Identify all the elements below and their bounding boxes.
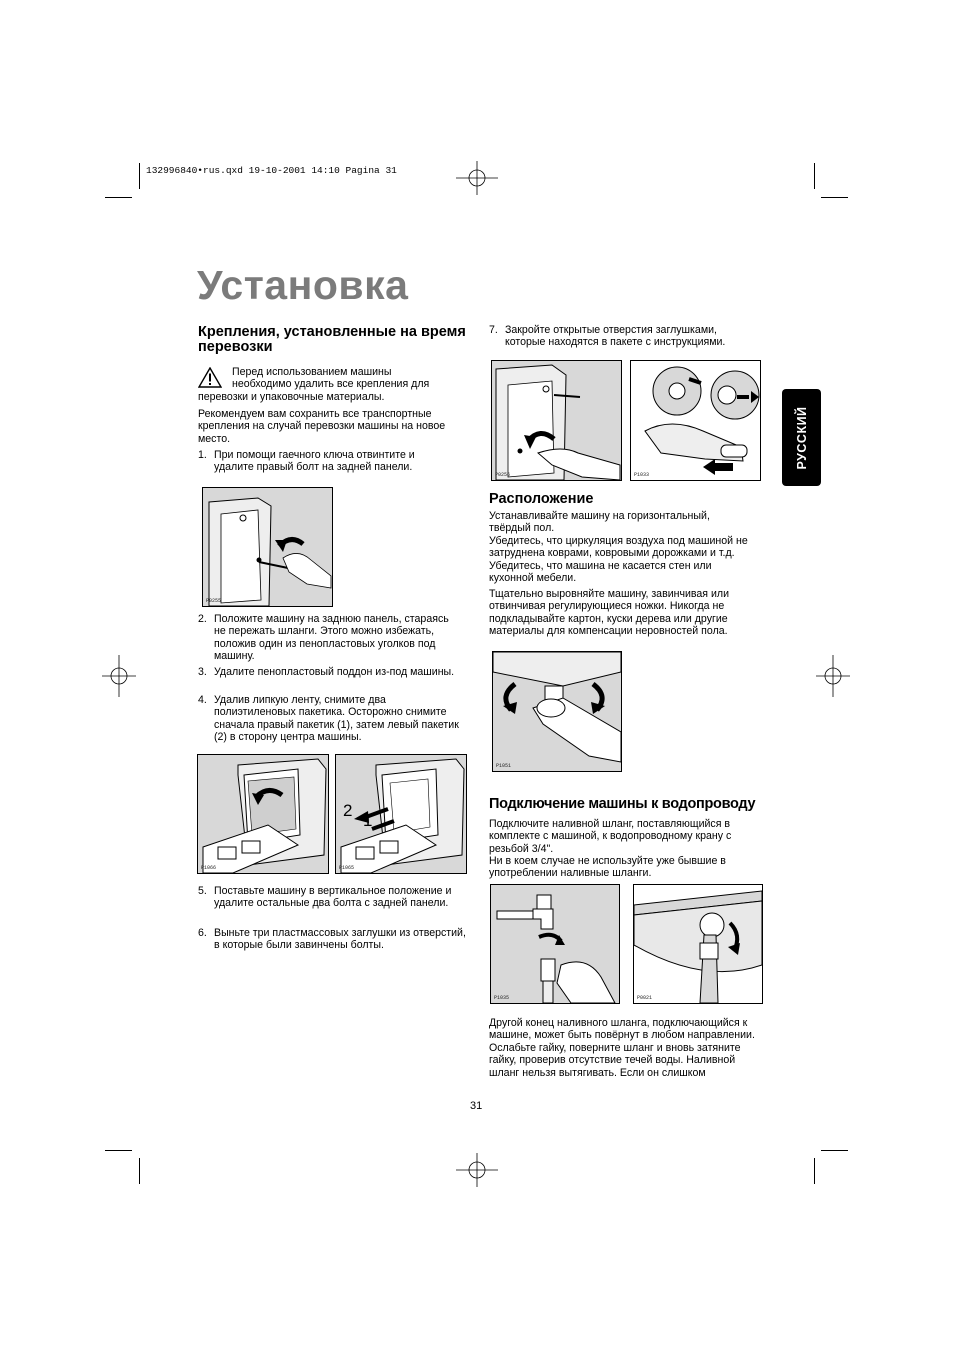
step-number: 6. [198,927,207,939]
step-text: Выньте три пластмассовых заглушки из отверстий, в которые были завинчены болты. [214,927,466,952]
warning-text-line3: перевозки и упаковочные материалы. [198,391,385,403]
page-number: 31 [470,1100,483,1112]
water-p2: Ни в коем случае не используйте уже бывшие в употреблении наливные шланги. [489,855,726,880]
transport-heading: Крепления, установленные на время перевозки [198,324,466,355]
step-number: 2. [198,613,207,625]
crop-mark [139,1158,140,1184]
step-6 [198,927,466,952]
step-number: 7. [489,324,498,336]
language-tab [782,389,821,486]
step-number: 3. [198,666,207,678]
figure-bolt-removal [202,487,333,607]
step-2 [198,613,460,663]
figure-plug-insert [491,360,622,481]
crop-mark [139,163,140,189]
step-text: При помощи гаечного ключа отвинтите и удалите правый болт на задней панели. [214,449,415,474]
step-4 [198,694,463,744]
step-number: 4. [198,694,207,706]
figure-foot-adjust [492,651,622,772]
figure-code: P1065 [339,865,355,871]
figure-code: P1033 [634,472,650,478]
figure-left-bag [335,754,467,874]
step-text: Удалите пенопластовый поддон из-под машины. [214,666,455,678]
crop-mark [814,163,815,189]
placement-p3: Тщательно выровняйте машину, завинчивая или отвинчивая регулирующиеся ножки. Никогда не подкладывайте картон, куски дерева или другие материалы для компенсации неровностей пола. [489,588,730,638]
figure-code: P0255 [206,598,222,604]
water-heading: Подключение машины к водопроводу [489,796,756,812]
warning-icon [198,367,222,388]
step-number: 5. [198,885,207,897]
warning-text-line2: необходимо удалить все крепления для [232,378,430,390]
placement-heading: Расположение [489,491,594,507]
figure-code: P1051 [496,763,512,769]
registration-mark [456,1153,498,1187]
placement-p2: Убедитесь, что циркуляция воздуха под машиной не затруднена коврами, ковровыми дорожками и т.д. Убедитесь, что машина не касается стен или кухонной мебели. [489,535,748,585]
crop-mark [821,197,848,198]
step-text: Закройте открытые отверстия заглушками, которые находятся в пакете с инструкциями. [505,324,726,349]
figure-code: P1035 [494,995,510,1001]
step-number: 1. [198,449,207,461]
crop-mark [821,1150,848,1151]
figure-code: P1066 [201,865,217,871]
water-p3: Другой конец наливного шланга, подключающийся к машине, может быть повёрнут в любом направлении. Ослабьте гайку, поверните шланг и вновь затяните гайку, проверив отсутствие течей воды. Наливной шланг нельзя вытягивать. Если он слишком [489,1017,755,1079]
recommend-text: Рекомендуем вам сохранить все транспортные крепления на случай перевозки машины на новое место. [198,408,446,445]
step-text: Поставьте машину в вертикальное положение и удалите остальные два болта с задней панели. [214,885,452,910]
language-tab-label: РУССКИЙ [794,405,809,470]
step-text: Положите машину на заднюю панель, стараясь не пережать шланги. Этого можно избежать, положив один из пенопластовых уголков под машину. [214,613,449,663]
file-header: 132996840•rus.qxd 19-10-2001 14:10 Pagina 31 [146,165,397,176]
figure-code: P0256 [495,472,511,478]
figure-plugs-detail [630,360,761,481]
step-3 [198,666,460,678]
registration-mark [816,655,850,697]
step-7 [489,324,754,349]
step-1 [198,449,450,474]
figure-tap-connection [490,884,620,1004]
water-p1: Подключите наливной шланг, поставляющийся в комплекте с машиной, к водопроводному крану с резьбой 3/4". [489,818,732,855]
figure-label-1: 1 [363,811,373,830]
figure-label-2: 2 [343,801,353,820]
registration-mark [102,655,136,697]
crop-mark [814,1158,815,1184]
placement-p1: Устанавливайте машину на горизонтальный, твёрдый пол. [489,510,710,535]
figure-right-bag [197,754,329,874]
crop-mark [105,197,132,198]
warning-text-line1: Перед использованием машины [232,366,392,378]
figure-hose-rotation [633,884,763,1004]
registration-mark [456,161,498,195]
page-title: Установка [197,262,409,308]
step-5 [198,885,460,910]
step-text: Удалив липкую ленту, снимите два полиэтиленовых пакетика. Осторожно снимите сначала правый пакетик (1), затем левый пакетик (2) в сторону центра машины. [214,694,459,744]
crop-mark [105,1150,132,1151]
figure-code: P0021 [637,995,653,1001]
